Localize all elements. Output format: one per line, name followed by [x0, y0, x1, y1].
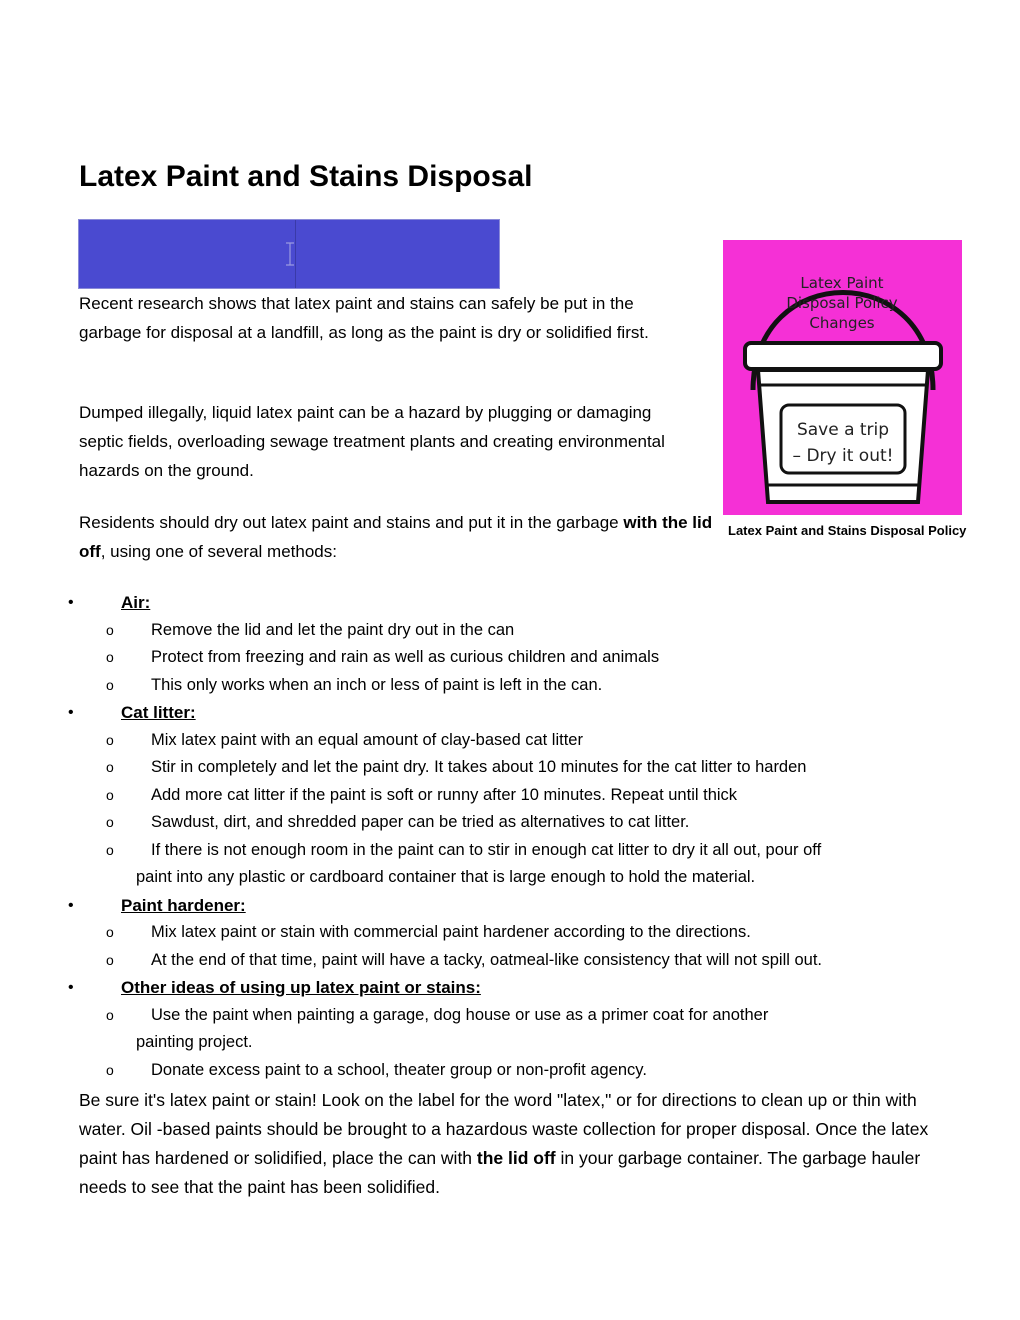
method-item [0, 974, 1020, 1002]
closing-paragraph [79, 1086, 939, 1202]
sub-bullet: o [106, 951, 114, 968]
sub-bullet: o [106, 841, 114, 858]
sub-item [0, 727, 1020, 755]
sub-bullet: o [106, 1061, 114, 1078]
embedded-media-banner[interactable] [78, 219, 500, 289]
sub-item-text: This only works when an inch or less of paint is left in the can. [151, 675, 603, 694]
sub-item [0, 754, 1020, 782]
sub-item [0, 672, 1020, 700]
method-heading-air: Air: [121, 593, 151, 612]
closing-text: Be sure it's latex paint or stain! Look on the label for the word "latex," or for directions to clean up or thin with water. Oil -based paints should be brought to a hazardous waste collection for proper disposal. Once the latex paint has hardened or solidified, place the can with [79, 1090, 929, 1168]
sub-item [0, 1057, 1020, 1085]
figure-caption: Latex Paint and Stains Disposal Policy [728, 523, 967, 538]
sub-item [0, 919, 1020, 947]
sub-bullet: o [106, 786, 114, 803]
methods-list [0, 589, 1020, 1084]
sub-item [0, 617, 1020, 645]
method-heading-other-ideas: Other ideas of using up latex paint or stains: [121, 978, 481, 997]
figure-heading-line2: Disposal Policy [786, 294, 898, 312]
sub-item [0, 947, 1020, 975]
policy-figure [723, 240, 962, 515]
sub-item-text: Use the paint when painting a garage, dog house or use as a primer coat for another [151, 1005, 769, 1024]
method-heading-paint-hardener: Paint hardener: [121, 895, 246, 915]
sub-item [0, 1002, 1020, 1030]
sub-item-text: Mix latex paint with an equal amount of clay-based cat litter [151, 730, 583, 749]
sub-item-text: Sawdust, dirt, and shredded paper can be tried as alternatives to cat litter. [151, 813, 690, 831]
bullet: • [68, 979, 74, 996]
sub-bullet: o [106, 814, 114, 830]
sub-item-text: Remove the lid and let the paint dry out in the can [151, 620, 515, 639]
text-cursor-icon [284, 242, 296, 266]
sub-item [0, 809, 1020, 837]
bullet: • [68, 594, 74, 611]
method-heading-cat-litter: Cat litter: [121, 703, 196, 722]
figure-label-line2: – Dry it out! [792, 446, 894, 466]
sub-bullet: o [106, 676, 114, 693]
sub-item [0, 644, 1020, 672]
sub-item [0, 782, 1020, 810]
sub-item-text: Mix latex paint or stain with commercial paint hardener according to the directions. [151, 923, 751, 941]
sub-bullet: o [106, 731, 114, 748]
sub-bullet: o [106, 924, 114, 940]
methods-intro-text: Residents should dry out latex paint and stains and put it in the garbage [79, 513, 624, 532]
intro-paragraph: Recent research shows that latex paint and stains can safely be put in the garbage for disposal at a landfill, as long as the paint is dry or solidified first. [79, 294, 649, 342]
sub-bullet: o [106, 1006, 114, 1023]
sub-item-continuation [0, 864, 1020, 892]
sub-item-text: Protect from freezing and rain as well as curious children and animals [151, 648, 660, 666]
sub-item-text: paint into any plastic or cardboard container that is large enough to hold the material. [136, 868, 756, 886]
sub-item-text: If there is not enough room in the paint can to stir in enough cat litter to dry it all out, pour off [151, 840, 822, 859]
sub-item-text: Stir in completely and let the paint dry. It takes about 10 minutes for the cat litter to harden [151, 758, 807, 776]
method-item [0, 892, 1020, 920]
sub-item-text: At the end of that time, paint will have a tacky, oatmeal-like consistency that will not spill out. [151, 950, 823, 969]
sub-bullet: o [106, 759, 114, 775]
method-item [0, 589, 1020, 617]
bullet: • [68, 704, 74, 721]
methods-intro-paragraph [79, 508, 719, 566]
bullet: • [68, 896, 74, 914]
sub-item-text: Donate excess paint to a school, theater group or non-profit agency. [151, 1060, 647, 1079]
lid-off-emphasis: with the lid off [79, 513, 713, 561]
hazard-paragraph: Dumped illegally, liquid latex paint can be a hazard by plugging or damaging septic fields, overloading sewage treatment plants and creating environmental hazards on the ground. [79, 403, 665, 480]
methods-intro-end: , using one of several methods: [100, 542, 337, 561]
figure-heading-line3: Changes [809, 314, 875, 332]
closing-lid-off-emphasis: the lid off [476, 1148, 556, 1168]
closing-text-end: in your garbage container. The garbage hauler needs to see that the paint has been solidified. [79, 1148, 921, 1197]
bucket-lid [745, 343, 941, 369]
figure-label-line1: Save a trip [796, 420, 890, 440]
sub-bullet: o [106, 649, 114, 665]
sub-item-continuation [0, 1029, 1020, 1057]
page-title: Latex Paint and Stains Disposal [79, 160, 533, 193]
sub-item-text: painting project. [136, 1033, 253, 1051]
sub-item [0, 837, 1020, 865]
method-item [0, 699, 1020, 727]
sub-bullet: o [106, 621, 114, 638]
sub-item-text: Add more cat litter if the paint is soft or runny after 10 minutes. Repeat until thick [151, 785, 738, 804]
figure-heading-line1: Latex Paint [800, 274, 884, 292]
